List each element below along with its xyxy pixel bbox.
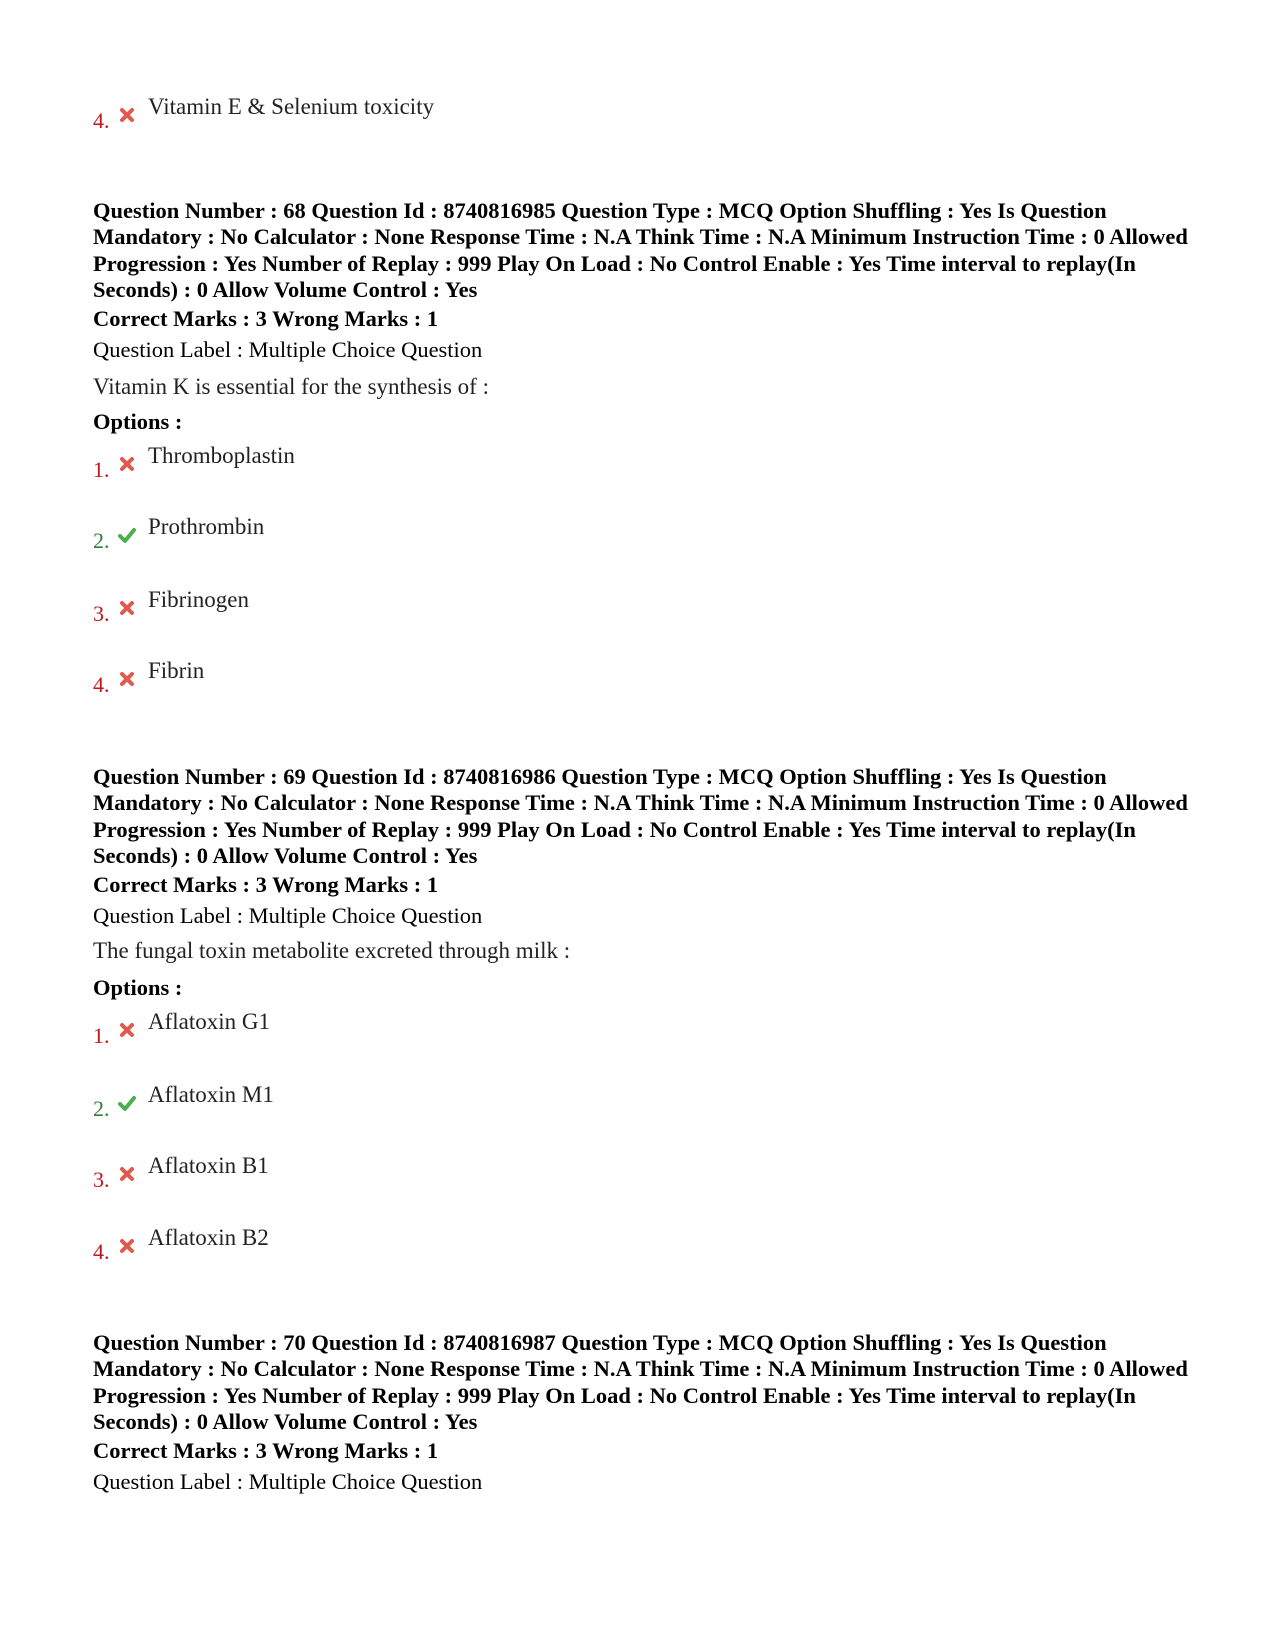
question-label: Question Label : Multiple Choice Question <box>93 337 483 362</box>
cross-icon <box>118 106 136 124</box>
question-meta: Question Number : 69 Question Id : 8740816986 Question Type : MCQ Option Shuffling : Yes Is Question Mandatory : No Calculator : None Response Time : N.A Think Time : N.A Minimum Instruction Time : 0 Allowed Progression : Yes Number of Replay : 999 Play On Load : No Control Enable : Yes Time interval to replay(In Seconds) : 0 Allow Volume Control : Yes <box>93 764 1188 868</box>
question-meta: Question Number : 70 Question Id : 8740816987 Question Type : MCQ Option Shuffling : Yes Is Question Mandatory : No Calculator : None Response Time : N.A Think Time : N.A Minimum Instruction Time : 0 Allowed Progression : Yes Number of Replay : 999 Play On Load : No Control Enable : Yes Time interval to replay(In Seconds) : 0 Allow Volume Control : Yes <box>93 1330 1188 1434</box>
question-marks: Correct Marks : 3 Wrong Marks : 1 <box>93 872 439 897</box>
option-text: Aflatoxin B1 <box>148 1153 269 1178</box>
cross-icon <box>118 1165 136 1183</box>
option-number: 2. <box>93 1096 110 1121</box>
option-number: 4. <box>93 1239 110 1264</box>
check-icon <box>118 1094 136 1112</box>
check-icon <box>118 526 136 544</box>
question-marks: Correct Marks : 3 Wrong Marks : 1 <box>93 306 439 331</box>
cross-icon <box>118 455 136 473</box>
options-heading: Options : <box>93 975 183 1000</box>
option-text: Aflatoxin B2 <box>148 1225 269 1250</box>
question-marks: Correct Marks : 3 Wrong Marks : 1 <box>93 1438 439 1463</box>
option-text: Fibrinogen <box>148 587 249 612</box>
option-number: 1. <box>93 1023 110 1048</box>
option-text: Thromboplastin <box>148 443 295 468</box>
question-meta: Question Number : 68 Question Id : 8740816985 Question Type : MCQ Option Shuffling : Yes Is Question Mandatory : No Calculator : None Response Time : N.A Think Time : N.A Minimum Instruction Time : 0 Allowed Progression : Yes Number of Replay : 999 Play On Load : No Control Enable : Yes Time interval to replay(In Seconds) : 0 Allow Volume Control : Yes <box>93 198 1188 302</box>
cross-icon <box>118 1021 136 1039</box>
option-text: Aflatoxin G1 <box>148 1009 271 1034</box>
option-text: Fibrin <box>148 658 205 683</box>
cross-icon <box>118 599 136 617</box>
option-text: Aflatoxin M1 <box>148 1082 274 1107</box>
cross-icon <box>118 1237 136 1255</box>
option-number: 4. <box>93 672 110 697</box>
option-text: Vitamin E & Selenium toxicity <box>148 94 435 119</box>
options-heading: Options : <box>93 409 183 434</box>
question-text: The fungal toxin metabolite excreted through milk : <box>93 938 571 963</box>
question-text: Vitamin K is essential for the synthesis of : <box>93 374 489 399</box>
option-number: 3. <box>93 1167 110 1192</box>
option-number: 1. <box>93 457 110 482</box>
option-text: Prothrombin <box>148 514 265 539</box>
option-number: 3. <box>93 601 110 626</box>
cross-icon <box>118 670 136 688</box>
question-label: Question Label : Multiple Choice Question <box>93 1469 483 1494</box>
question-label: Question Label : Multiple Choice Question <box>93 903 483 928</box>
option-number: 2. <box>93 528 110 553</box>
option-number: 4. <box>93 108 110 133</box>
